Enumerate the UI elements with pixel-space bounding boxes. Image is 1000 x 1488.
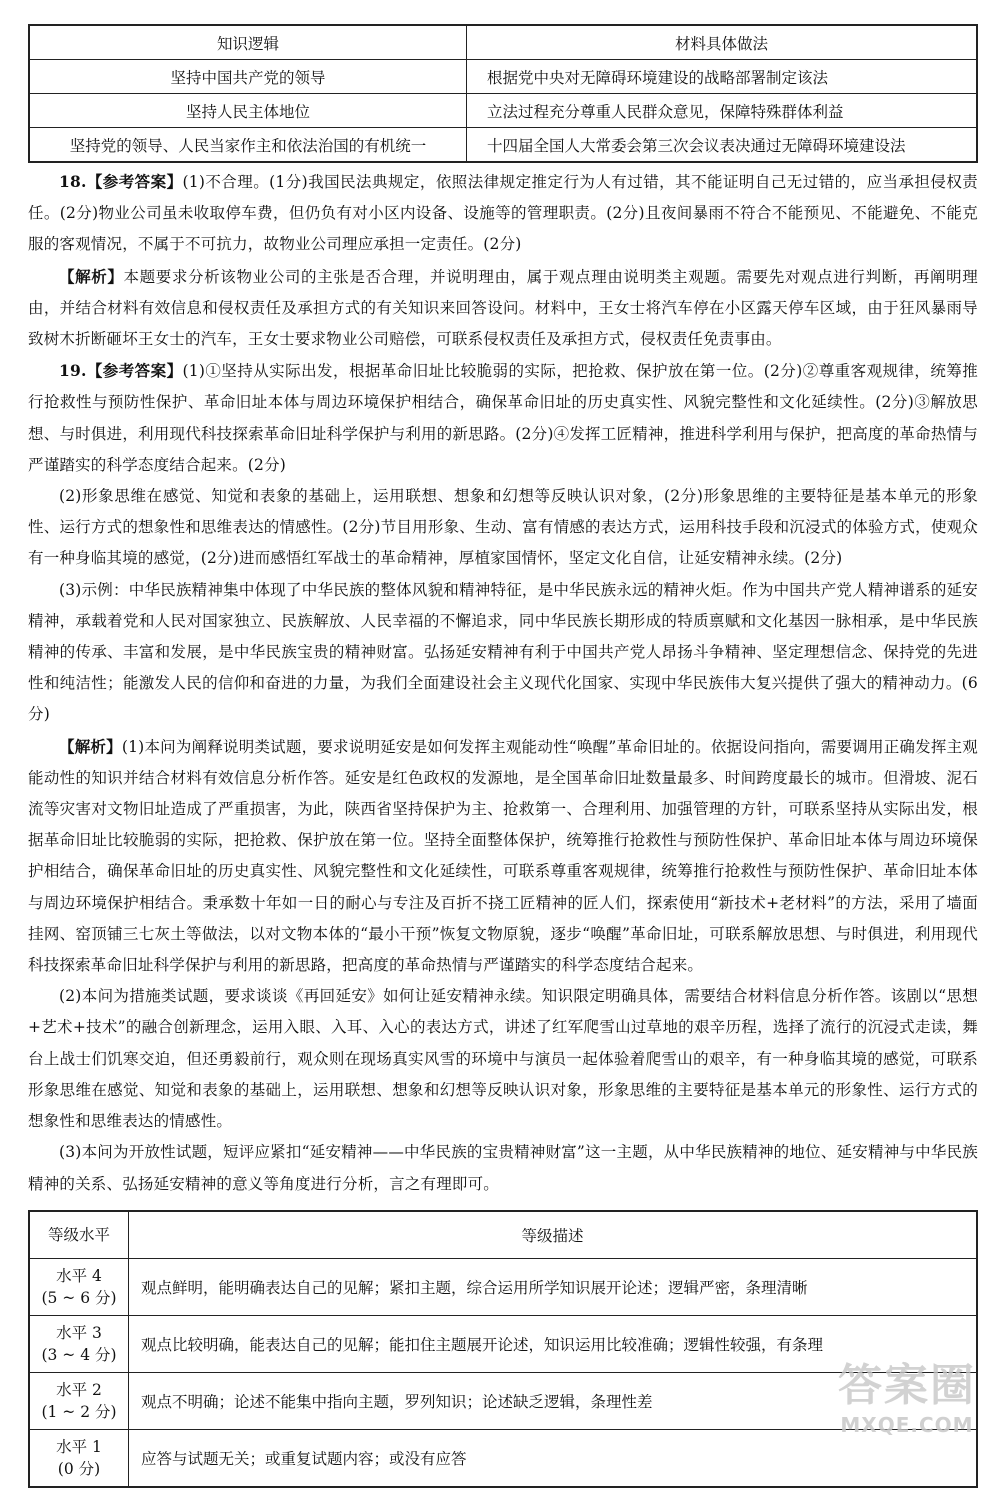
- table-row: [29, 60, 977, 94]
- level-description: 观点不明确；论述不能集中指向主题，罗列知识；论述缺乏逻辑，条理性差: [129, 1372, 978, 1429]
- table-cell: 坚持人民主体地位: [29, 94, 467, 128]
- level-cell: [29, 1315, 129, 1372]
- level-name: 水平 2: [56, 1380, 102, 1399]
- watermark-logo: [838, 1349, 976, 1437]
- table-row: [29, 1372, 977, 1429]
- analysis-label: 【解析】: [59, 736, 122, 756]
- level-range: (1 ~ 2 分): [41, 1402, 117, 1421]
- answer-label: 18.【参考答案】: [59, 172, 183, 191]
- q19-answer-1: [28, 355, 978, 481]
- table-row: [29, 1315, 977, 1372]
- knowledge-logic-table: [28, 24, 978, 163]
- table-row: [29, 128, 977, 163]
- analysis-text: (1)本问为阐释说明类试题，要求说明延安是如何发挥主观能动性“唤醒”革命旧址的。依据设问指向，需要调用正确发挥主观能动性的知识并结合材料有效信息分析作答。延安是红色政权的发源地，是全国革命旧址数量最多、时间跨度最长的城市。但滑坡、泥石流等灾害对文物旧址造成了严重损害，为此，陕西省坚持保护为主、抢救第一、合理利用、加强管理的方针，可联系坚持从实际出发，根据革命旧址比较脆弱的实际，把抢救、保护放在第一位。坚持全面整体保护，统筹推行抢救性与预防性保护、革命旧址本体与周边环境保护相结合，确保革命旧址的历史真实性、风貌完整性和文化延续性，可联系尊重客观规律，统筹推行抢救性与预防性保护、革命旧址本体与周边环境保护相结合。秉承数十年如一日的耐心与专注及百折不挠工匠精神的匠人们，探索使用“新技术+老材料”的方法，采用了墙面挂网、窑顶铺三七灰土等做法，以对文物本体的“最小干预”恢复文物原貌，逐步“唤醒”革命旧址，可联系解放思想、与时俱进，利用现代科技探索革命旧址科学保护与利用的新思路，把高度的革命热情与严谨踏实的科学态度结合起来。: [28, 737, 978, 975]
- q19-analysis-2: (2)本问为措施类试题，要求谈谈《再回延安》如何让延安精神永续。知识限定明确具体，需要结合材料信息分析作答。该剧以“思想+艺术+技术”的融合创新理念，运用入眼、入耳、入心的表达方式，讲述了红军爬雪山过草地的艰辛历程，选择了流行的沉浸式走读，舞台上战士们饥寒交迫，但还勇毅前行，观众则在现场真实风雪的环境中与演员一起体验着爬雪山的艰辛，有一种身临其境的感觉，可联系形象思维在感觉、知觉和表象的基础上，运用联想、想象和幻想等反映认识对象，形象思维的主要特征是基本单元的形象性、运行方式的想象性和思维表达的情感性。: [28, 987, 978, 1131]
- level-cell: [29, 1372, 129, 1429]
- q18-analysis: [28, 261, 978, 356]
- table-header-row: [29, 25, 977, 60]
- level-name: 水平 3: [56, 1323, 102, 1342]
- watermark-logo-text: 答案圈: [838, 1360, 976, 1411]
- table-row: [29, 1429, 977, 1487]
- table-row: [29, 94, 977, 128]
- q19-analysis-1: [28, 731, 978, 982]
- watermark-url: MXQE.COM: [840, 1413, 974, 1437]
- answer-label: 19.【参考答案】: [59, 361, 183, 381]
- column-header: 等级描述: [129, 1211, 978, 1259]
- level-name: 水平 1: [56, 1437, 102, 1456]
- column-header: 材料具体做法: [467, 25, 978, 60]
- q19-analysis-3: (3)本问为开放性试题，短评应紧扣“延安精神——中华民族的宝贵精神财富”这一主题，从中华民族精神的地位、延安精神与中华民族精神的关系、弘扬延安精神的意义等角度进行分析，言之有理即可。: [28, 1143, 978, 1193]
- level-cell: [29, 1258, 129, 1315]
- answer-page: [28, 24, 978, 1488]
- answer-text: (1)①坚持从实际出发，根据革命旧址比较脆弱的实际，把抢救、保护放在第一位。(2分)②尊重客观规律，统筹推行抢救性与预防性保护、革命旧址本体与周边环境保护相结合，确保革命旧址的历史真实性、风貌完整性和文化延续性。(2分)③解放思想、与时俱进，利用现代科技探索革命旧址科学保护与利用的新思路。(2分)④发挥工匠精神，推进科学利用与保护，把高度的革命热情与严谨踏实的科学态度结合起来。(2分): [28, 362, 978, 474]
- table-row: [29, 1258, 977, 1315]
- q18-answer: [28, 166, 978, 261]
- table-header-row: [29, 1211, 977, 1259]
- level-range: (0 分): [57, 1459, 101, 1478]
- table-cell: 坚持党的领导、人民当家作主和依法治国的有机统一: [29, 128, 467, 163]
- level-description: 应答与试题无关；或重复试题内容；或没有应答: [129, 1429, 978, 1487]
- table-cell: 立法过程充分尊重人民群众意见，保障特殊群体利益: [467, 94, 978, 128]
- answer-text: (1)不合理。(1分)我国民法典规定，依照法律规定推定行为人有过错，其不能证明自己无过错的，应当承担侵权责任。(2分)物业公司虽未收取停车费，但仍负有对小区内设备、设施等的管理职责。(2分)且夜间暴雨不符合不能预见、不能避免、不能克服的客观情况，不属于不可抗力，故物业公司理应承担一定责任。(2分): [28, 173, 978, 254]
- level-cell: [29, 1429, 129, 1487]
- level-range: (3 ~ 4 分): [41, 1345, 117, 1364]
- table-cell: 坚持中国共产党的领导: [29, 60, 467, 94]
- q19-answer-2: (2)形象思维在感觉、知觉和表象的基础上，运用联想、想象和幻想等反映认识对象，(2分)形象思维的主要特征是基本单元的形象性、运行方式的想象性和思维表达的情感性。(2分)节目用形象、生动、富有情感的表达方式，运用科技手段和沉浸式的体验方式，使观众有一种身临其境的感觉，(2分)进而感悟红军战士的革命精神，厚植家国情怀，坚定文化自信，让延安精神永续。(2分): [28, 487, 978, 568]
- level-range: (5 ~ 6 分): [41, 1288, 117, 1307]
- grading-level-table: [28, 1210, 978, 1488]
- table-cell: 十四届全国人大常委会第三次会议表决通过无障碍环境建设法: [467, 128, 978, 163]
- table-cell: 根据党中央对无障碍环境建设的战略部署制定该法: [467, 60, 978, 94]
- column-header: 等级水平: [29, 1211, 129, 1259]
- level-name: 水平 4: [56, 1266, 102, 1285]
- level-description: 观点鲜明，能明确表达自己的见解；紧扣主题，综合运用所学知识展开论述；逻辑严密，条理清晰: [129, 1258, 978, 1315]
- analysis-text: 本题要求分析该物业公司的主张是否合理，并说明理由，属于观点理由说明类主观题。需要先对观点进行判断，再阐明理由，并结合材料有效信息和侵权责任及承担方式的有关知识来回答设问。材料中，王女士将汽车停在小区露天停车区域，由于狂风暴雨导致树木折断砸坏王女士的汽车，王女士要求物业公司赔偿，可联系侵权责任及承担方式，侵权责任免责事由。: [28, 267, 978, 349]
- level-description: 观点比较明确，能表达自己的见解；能扣住主题展开论述，知识运用比较准确；逻辑性较强，有条理: [129, 1315, 978, 1372]
- q19-answer-3: (3)示例：中华民族精神集中体现了中华民族的整体风貌和精神特征，是中华民族永远的精神火炬。作为中国共产党人精神谱系的延安精神，承载着党和人民对国家独立、民族解放、人民幸福的不懈追求，同中华民族长期形成的特质禀赋和文化基因一脉相承，是中华民族精神的传承、丰富和发展，是中华民族宝贵的精神财富。弘扬延安精神有利于中国共产党人昂扬斗争精神、坚定理想信念、保持党的先进性和纯洁性；能激发人民的信仰和奋进的力量，为我们全面建设社会主义现代化国家、实现中华民族伟大复兴提供了强大的精神动力。(6分): [28, 580, 978, 724]
- column-header: 知识逻辑: [29, 25, 467, 60]
- analysis-label: 【解析】: [59, 266, 124, 286]
